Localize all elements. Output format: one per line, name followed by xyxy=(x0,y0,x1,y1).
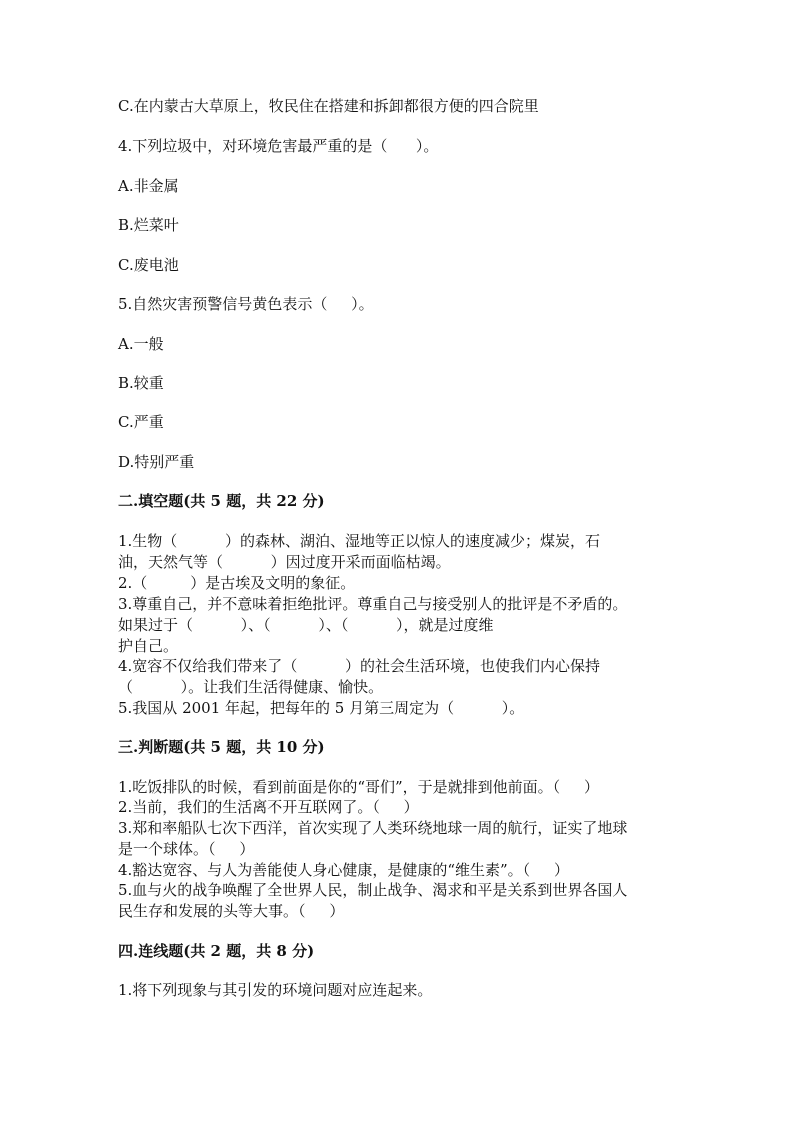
section-heading: 二.填空题(共 5 题，共 22 分) xyxy=(118,492,325,510)
section-heading: 四.连线题(共 2 题，共 8 分) xyxy=(118,942,315,960)
option-line: A.非金属 xyxy=(118,177,179,195)
question-line: 1.将下列现象与其引发的环境问题对应连起来。 xyxy=(118,981,433,999)
question-line: 5.自然灾害预警信号黄色表示（ ）。 xyxy=(118,295,374,313)
option-line: B.烂菜叶 xyxy=(118,216,179,234)
question-line: 如果过于（ ）、（ ）、（ ），就是过度维 xyxy=(118,616,494,634)
question-line: 是一个球体。（ ） xyxy=(118,840,255,858)
question-line: （ ）。让我们生活得健康、愉快。 xyxy=(118,678,384,696)
option-line: D.特别严重 xyxy=(118,453,195,471)
question-line: 4.宽容不仅给我们带来了（ ）的社会生活环境，也使我们内心保持 xyxy=(118,657,600,675)
question-line: 民生存和发展的头等大事。（ ） xyxy=(118,902,345,920)
question-line: 3.郑和率船队七次下西洋，首次实现了人类环绕地球一周的航行，证实了地球 xyxy=(118,819,628,837)
question-line: 3.尊重自己，并不意味着拒绝批评。尊重自己与接受别人的批评是不矛盾的。 xyxy=(118,595,628,613)
question-line: 4.豁达宽容、与人为善能使人身心健康，是健康的“维生素”。（ ） xyxy=(118,861,569,879)
question-line: 2.当前，我们的生活离不开互联网了。（ ） xyxy=(118,798,419,816)
question-line: 1.吃饭排队的时候，看到前面是你的“哥们”，于是就排到他前面。（ ） xyxy=(118,778,599,796)
option-line: A.一般 xyxy=(118,335,164,353)
option-line: C.严重 xyxy=(118,413,164,431)
question-line: 5.血与火的战争唤醒了全世界人民，制止战争、渴求和平是关系到世界各国人 xyxy=(118,881,628,899)
option-line: C.废电池 xyxy=(118,256,179,274)
question-line: 4.下列垃圾中，对环境危害最严重的是（ ）。 xyxy=(118,137,439,155)
question-line: 油，天然气等（ ）因过度开采而面临枯竭。 xyxy=(118,553,451,571)
option-line: B.较重 xyxy=(118,374,164,392)
option-line: C.在内蒙古大草原上，牧民住在搭建和拆卸都很方便的四合院里 xyxy=(118,97,539,115)
question-line: 1.生物（ ）的森林、湖泊、湿地等正以惊人的速度减少；煤炭，石 xyxy=(118,532,600,550)
question-line: 2.（ ）是古埃及文明的象征。 xyxy=(118,574,356,592)
question-line: 护自己。 xyxy=(118,637,179,655)
section-heading: 三.判断题(共 5 题，共 10 分) xyxy=(118,738,325,756)
question-line: 5.我国从 2001 年起，把每年的 5 月第三周定为（ ）。 xyxy=(118,699,525,717)
